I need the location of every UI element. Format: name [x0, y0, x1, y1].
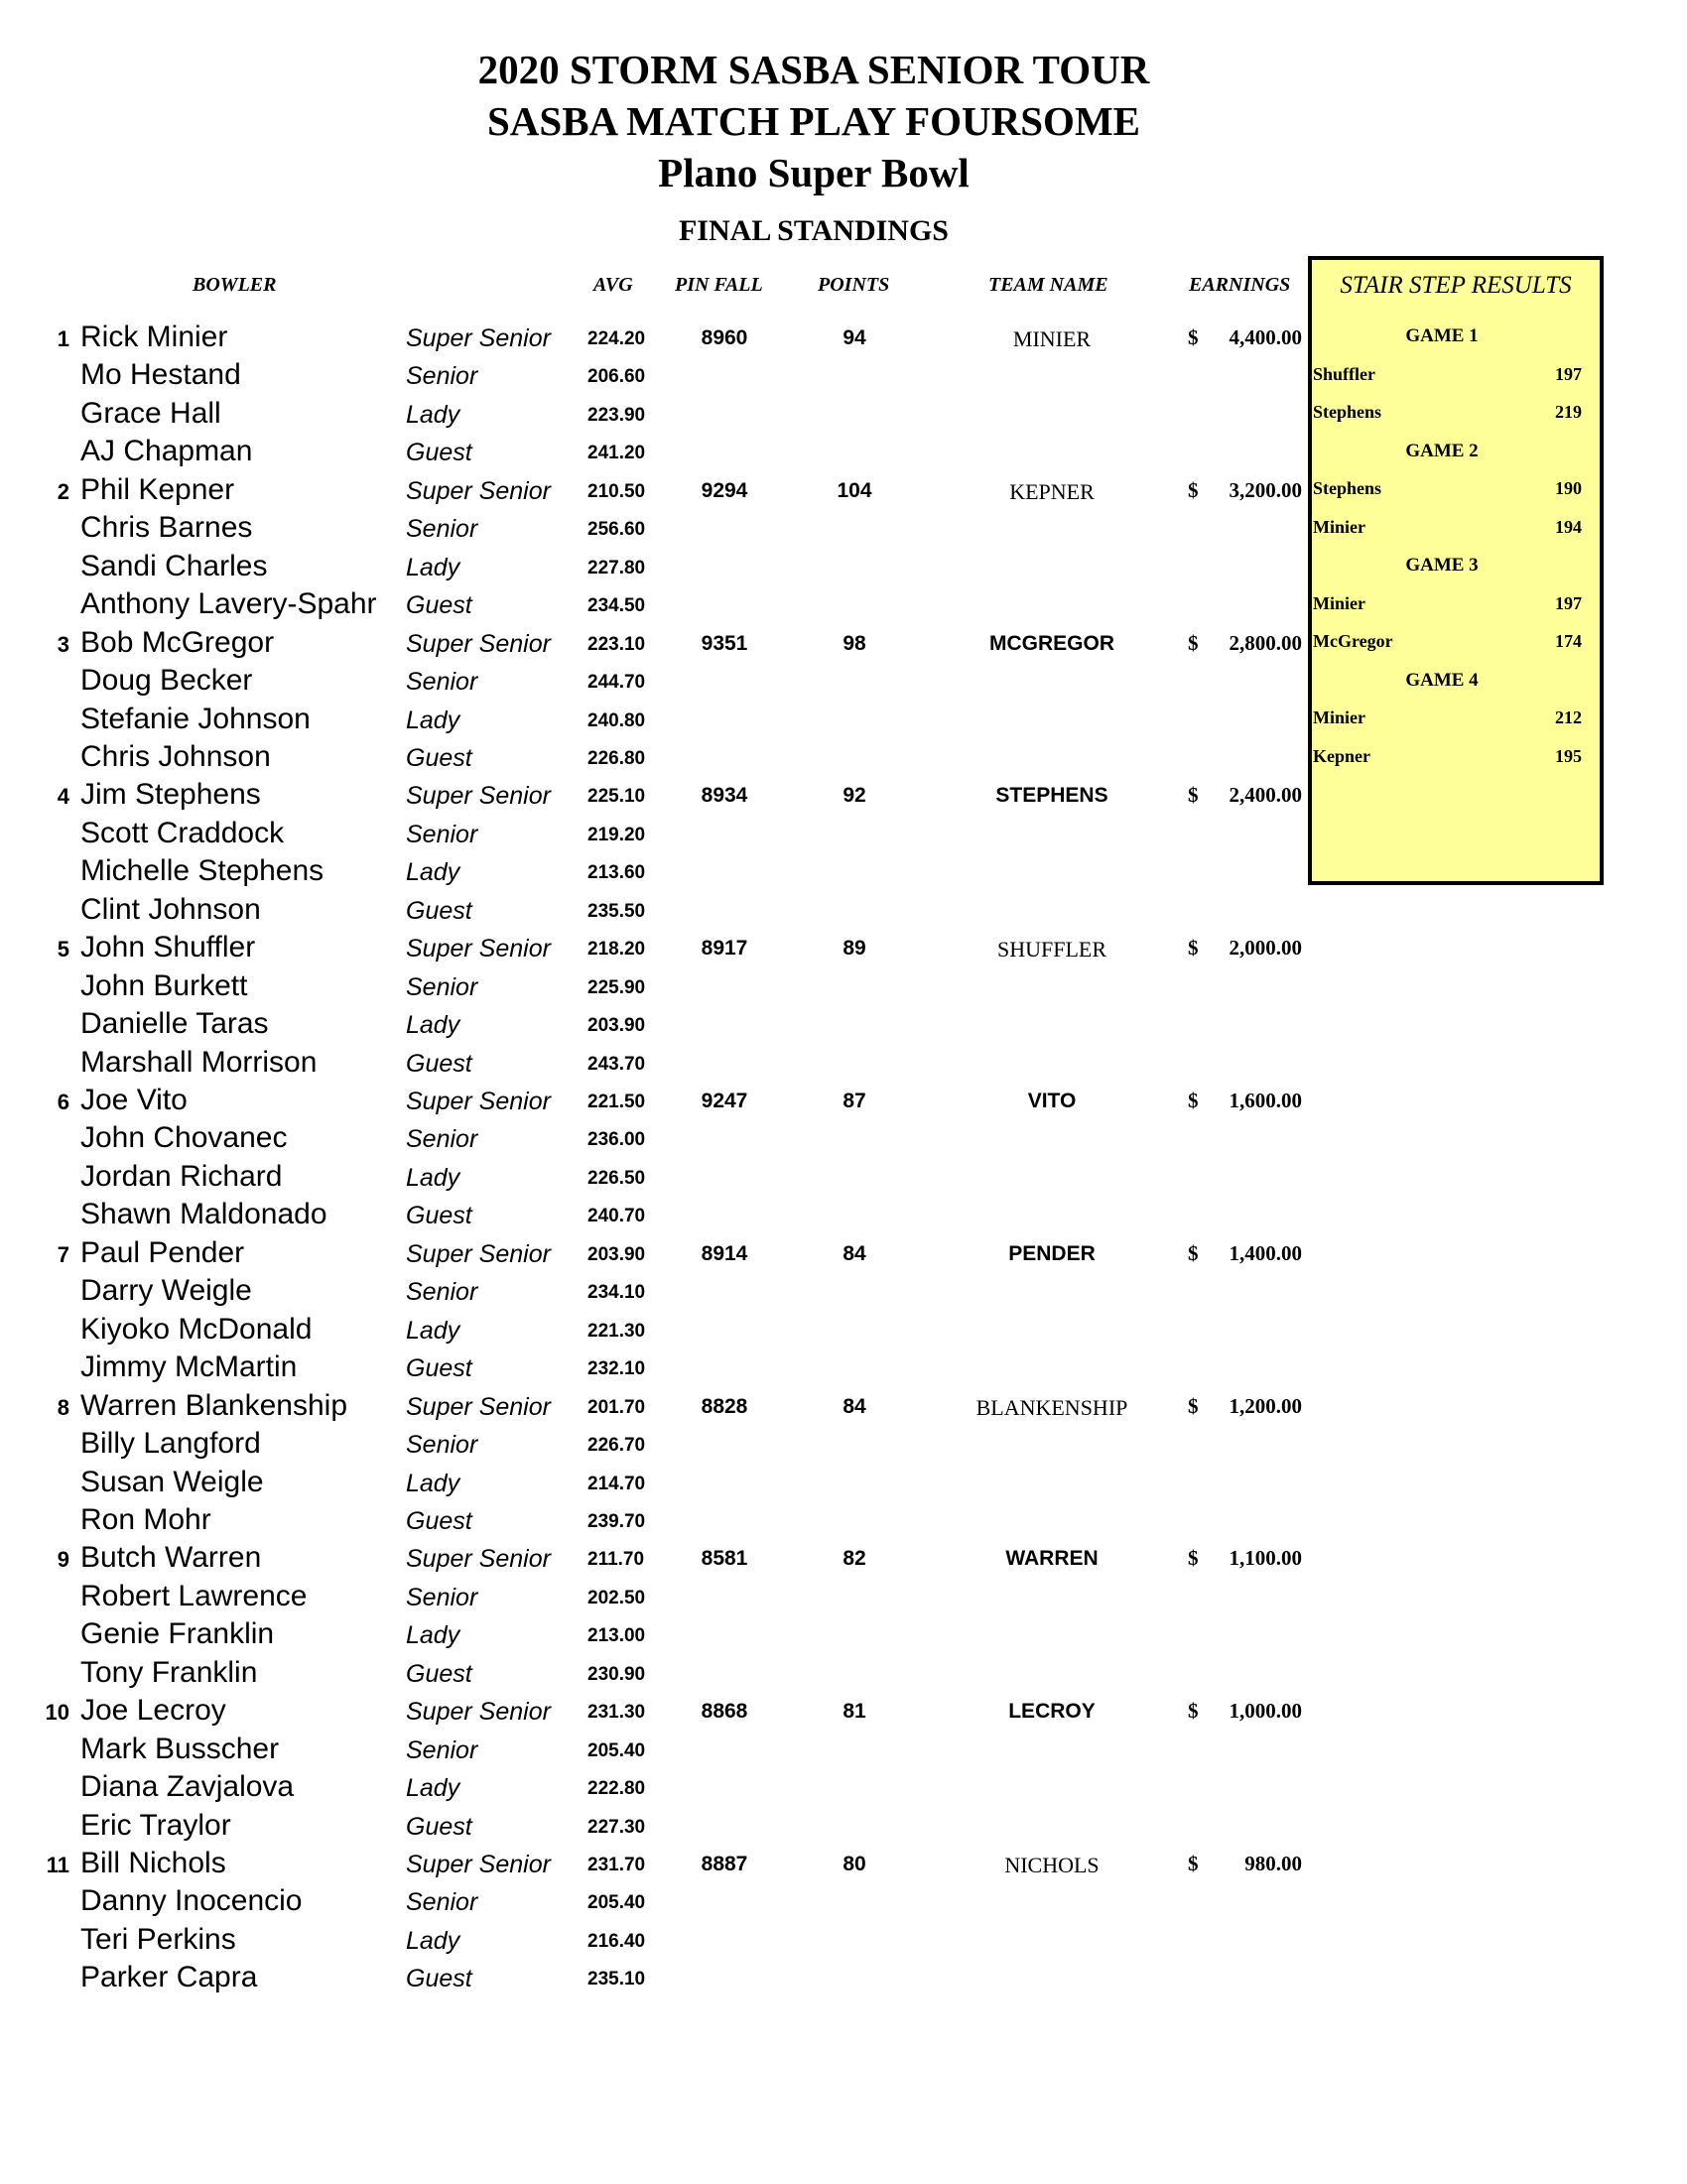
- bowler-name: Danielle Taras: [80, 1007, 269, 1040]
- stair-result-score: 212: [1555, 707, 1582, 727]
- team-name: SHUFFLER: [996, 937, 1107, 962]
- bowler-row: [0, 891, 1300, 929]
- rank: 10: [45, 1700, 69, 1725]
- bowler-name: Chris Johnson: [80, 740, 271, 773]
- title-event: SASBA MATCH PLAY FOURSOME: [487, 98, 1140, 144]
- team-pin-fall: 8887: [701, 1853, 748, 1875]
- currency-symbol: $: [1188, 936, 1199, 960]
- bowler-row: [0, 1768, 1300, 1806]
- stair-result-score: 195: [1555, 746, 1582, 766]
- bowler-name: Scott Craddock: [80, 817, 285, 849]
- bowler-name: Stefanie Johnson: [80, 703, 311, 735]
- stair-result-name: Minier: [1313, 593, 1365, 613]
- bowler-row: [0, 1501, 1300, 1539]
- bowler-division: Super Senior: [406, 1088, 551, 1115]
- header-points: POINTS: [818, 274, 890, 296]
- bowler-division: Super Senior: [406, 477, 551, 505]
- bowler-name: AJ Chapman: [80, 435, 253, 467]
- bowler-row: [0, 1196, 1300, 1233]
- team-name: BLANKENSHIP: [975, 1395, 1128, 1420]
- bowler-row: [0, 1882, 1300, 1920]
- bowler-row: [0, 1005, 1300, 1043]
- bowler-row: [0, 1158, 1300, 1196]
- bowler-division: Senior: [406, 668, 478, 696]
- currency-symbol: $: [1188, 1546, 1199, 1570]
- team-captain-row: [0, 929, 1300, 966]
- bowler-name: Joe Lecroy: [80, 1694, 226, 1727]
- rank: 3: [57, 632, 69, 657]
- team-points: 81: [843, 1700, 866, 1723]
- bowler-division: Senior: [406, 973, 478, 1001]
- currency-symbol: $: [1188, 631, 1199, 655]
- bowler-average: 241.20: [587, 443, 646, 463]
- bowler-row: [0, 433, 1300, 470]
- bowler-division: Senior: [406, 1125, 478, 1153]
- bowler-division: Guest: [406, 1354, 472, 1382]
- bowler-average: 226.50: [587, 1168, 646, 1189]
- bowler-name: Eric Traylor: [80, 1809, 231, 1842]
- bowler-division: Super Senior: [406, 1698, 551, 1726]
- rank: 5: [57, 937, 69, 962]
- bowler-division: Guest: [406, 1965, 472, 1992]
- team-pin-fall: 8917: [701, 937, 748, 960]
- bowler-average: 224.20: [587, 328, 646, 349]
- earnings-amount: 1,400.00: [1229, 1241, 1302, 1265]
- bowler-average: 214.70: [587, 1474, 646, 1494]
- team-name: WARREN: [1005, 1547, 1099, 1570]
- bowler-row: [0, 509, 1300, 547]
- bowler-division: Senior: [406, 1431, 478, 1459]
- earnings-amount: 2,400.00: [1229, 783, 1302, 807]
- bowler-average: 205.40: [587, 1740, 646, 1761]
- bowler-row: [0, 1959, 1300, 1996]
- team-captain-row: [0, 624, 1300, 662]
- team-name: NICHOLS: [1004, 1853, 1100, 1877]
- bowler-row: [0, 1044, 1300, 1082]
- bowler-name: Doug Becker: [80, 664, 253, 697]
- stair-result-score: 194: [1555, 517, 1582, 537]
- bowler-row: [0, 585, 1300, 623]
- team-points: 82: [843, 1547, 866, 1570]
- bowler-row: [0, 1425, 1300, 1463]
- team-points: 80: [843, 1853, 866, 1875]
- title-final-standings: FINAL STANDINGS: [678, 214, 949, 247]
- bowler-row: [0, 1921, 1300, 1959]
- team-captain-row: [0, 1845, 1300, 1882]
- bowler-name: Ron Mohr: [80, 1503, 211, 1536]
- stair-result-name: Shuffler: [1313, 364, 1375, 384]
- bowler-name: Warren Blankenship: [80, 1389, 348, 1422]
- bowler-division: Lady: [406, 1011, 460, 1039]
- bowler-average: 226.70: [587, 1435, 646, 1456]
- bowler-name: Genie Franklin: [80, 1617, 275, 1650]
- bowler-name: Bob McGregor: [80, 626, 275, 659]
- bowler-row: [0, 1349, 1300, 1386]
- team-name: STEPHENS: [995, 784, 1108, 807]
- stair-result-score: 174: [1555, 631, 1582, 651]
- bowler-row: [0, 1272, 1300, 1310]
- earnings-amount: 2,800.00: [1229, 631, 1302, 655]
- bowler-name: Jim Stephens: [80, 778, 261, 811]
- bowler-name: Teri Perkins: [80, 1923, 236, 1956]
- stair-result-score: 190: [1555, 478, 1582, 498]
- rank: 7: [57, 1242, 69, 1267]
- bowler-division: Senior: [406, 362, 478, 390]
- bowler-division: Lady: [406, 1927, 460, 1955]
- bowler-name: Marshall Morrison: [80, 1046, 318, 1079]
- bowler-average: 216.40: [587, 1931, 646, 1952]
- bowler-average: 232.10: [587, 1358, 646, 1379]
- header-avg: AVG: [593, 274, 633, 296]
- bowler-average: 202.50: [587, 1588, 646, 1608]
- earnings-amount: 3,200.00: [1229, 478, 1302, 502]
- currency-symbol: $: [1188, 325, 1199, 349]
- team-captain-row: [0, 1692, 1300, 1730]
- team-points: 84: [843, 1242, 866, 1265]
- bowler-average: 223.90: [587, 405, 646, 426]
- bowler-name: Bill Nichols: [80, 1847, 226, 1879]
- bowler-name: John Shuffler: [80, 931, 256, 964]
- bowler-division: Lady: [406, 1621, 460, 1649]
- team-captain-row: [0, 1234, 1300, 1272]
- stair-result-name: McGregor: [1313, 631, 1393, 651]
- bowler-name: Parker Capra: [80, 1961, 258, 1993]
- stair-step-results-box: [1308, 256, 1604, 885]
- game-4-label: GAME 4: [1405, 670, 1479, 691]
- stair-result-score: 219: [1555, 402, 1582, 422]
- bowler-division: Lady: [406, 554, 460, 581]
- bowler-average: 223.10: [587, 634, 646, 655]
- stair-result-score: 197: [1555, 364, 1582, 384]
- bowler-division: Guest: [406, 1660, 472, 1688]
- bowler-division: Super Senior: [406, 630, 551, 658]
- bowler-average: 227.30: [587, 1817, 646, 1838]
- bowler-average: 226.80: [587, 748, 646, 769]
- team-captain-row: [0, 776, 1300, 814]
- team-points: 92: [843, 784, 866, 807]
- bowler-average: 203.90: [587, 1015, 646, 1036]
- team-pin-fall: 9247: [701, 1090, 748, 1112]
- bowler-row: [0, 1807, 1300, 1845]
- bowler-name: Tony Franklin: [80, 1656, 258, 1689]
- bowler-division: Senior: [406, 1584, 478, 1611]
- bowler-average: 218.20: [587, 939, 646, 960]
- header-pin-fall: PIN FALL: [675, 274, 763, 296]
- game-1-label: GAME 1: [1405, 325, 1479, 346]
- header-bowler: BOWLER: [193, 274, 277, 296]
- bowler-division: Guest: [406, 744, 472, 772]
- bowler-division: Guest: [406, 1202, 472, 1229]
- bowler-name: Mo Hestand: [80, 358, 241, 391]
- bowler-name: Phil Kepner: [80, 473, 235, 506]
- bowler-division: Super Senior: [406, 1393, 551, 1421]
- team-name: KEPNER: [1009, 479, 1095, 504]
- bowler-average: 205.40: [587, 1892, 646, 1913]
- team-captain-row: [0, 1539, 1300, 1577]
- bowler-name: Robert Lawrence: [80, 1580, 308, 1612]
- team-pin-fall: 8960: [701, 326, 748, 349]
- bowler-row: [0, 1464, 1300, 1501]
- rank: 2: [57, 479, 69, 504]
- bowler-name: Sandi Charles: [80, 550, 268, 582]
- bowler-division: Super Senior: [406, 1851, 551, 1878]
- stair-result-name: Stephens: [1313, 478, 1382, 498]
- bowler-name: Anthony Lavery-Spahr: [80, 587, 377, 620]
- bowler-name: Mark Busscher: [80, 1733, 280, 1765]
- bowler-row: [0, 548, 1300, 585]
- currency-symbol: $: [1188, 1699, 1199, 1723]
- bowler-division: Lady: [406, 401, 460, 429]
- game-2-label: GAME 2: [1405, 441, 1479, 461]
- bowler-division: Super Senior: [406, 1240, 551, 1268]
- bowler-average: 203.90: [587, 1244, 646, 1265]
- team-points: 87: [843, 1090, 866, 1112]
- bowler-average: 239.70: [587, 1511, 646, 1532]
- bowler-name: Darry Weigle: [80, 1274, 252, 1307]
- bowler-name: Chris Barnes: [80, 511, 253, 544]
- earnings-amount: 980.00: [1244, 1852, 1302, 1875]
- bowler-division: Senior: [406, 1888, 478, 1916]
- team-points: 104: [837, 479, 872, 502]
- bowler-division: Super Senior: [406, 782, 551, 810]
- bowler-average: 227.80: [587, 558, 646, 578]
- stair-result-name: Kepner: [1313, 746, 1370, 766]
- bowler-average: 225.10: [587, 786, 646, 807]
- bowler-division: Senior: [406, 1736, 478, 1764]
- bowler-name: John Burkett: [80, 969, 248, 1002]
- team-pin-fall: 9351: [701, 632, 748, 655]
- team-captain-row: [0, 471, 1300, 509]
- bowler-average: 222.80: [587, 1778, 646, 1799]
- bowler-name: Joe Vito: [80, 1084, 188, 1116]
- team-points: 89: [843, 937, 866, 960]
- bowler-average: 235.50: [587, 901, 646, 922]
- bowler-average: 244.70: [587, 672, 646, 693]
- bowler-average: 221.30: [587, 1321, 646, 1342]
- bowler-average: 234.50: [587, 595, 646, 616]
- bowler-row: [0, 395, 1300, 433]
- bowler-division: Senior: [406, 821, 478, 848]
- team-captain-row: [0, 319, 1300, 356]
- bowler-row: [0, 701, 1300, 738]
- bowler-average: 240.80: [587, 710, 646, 731]
- team-pin-fall: 8934: [701, 784, 748, 807]
- bowler-row: [0, 815, 1300, 852]
- bowler-name: Rick Minier: [80, 321, 228, 353]
- team-name: VITO: [1027, 1090, 1077, 1112]
- bowler-average: 225.90: [587, 977, 646, 998]
- bowler-row: [0, 1119, 1300, 1157]
- bowler-row: [0, 1311, 1300, 1349]
- bowler-average: 219.20: [587, 825, 646, 845]
- bowler-name: Kiyoko McDonald: [80, 1313, 313, 1346]
- bowler-row: [0, 1578, 1300, 1615]
- currency-symbol: $: [1188, 783, 1199, 807]
- bowler-name: Diana Zavjalova: [80, 1770, 295, 1803]
- bowler-division: Super Senior: [406, 1545, 551, 1573]
- earnings-amount: 1,000.00: [1229, 1699, 1302, 1723]
- currency-symbol: $: [1188, 1089, 1199, 1112]
- bowler-division: Guest: [406, 591, 472, 619]
- bowler-name: Paul Pender: [80, 1236, 245, 1269]
- currency-symbol: $: [1188, 478, 1199, 502]
- team-points: 94: [843, 326, 866, 349]
- team-captain-row: [0, 1082, 1300, 1119]
- team-points: 98: [843, 632, 866, 655]
- bowler-average: 206.60: [587, 366, 646, 387]
- title-venue: Plano Super Bowl: [658, 150, 970, 195]
- stair-result-name: Minier: [1313, 707, 1365, 727]
- stair-result-name: Stephens: [1313, 402, 1382, 422]
- bowler-division: Lady: [406, 1774, 460, 1802]
- team-pin-fall: 8914: [701, 1242, 748, 1265]
- bowler-division: Guest: [406, 897, 472, 925]
- bowler-average: 234.10: [587, 1282, 646, 1303]
- team-pin-fall: 8868: [701, 1700, 748, 1723]
- currency-symbol: $: [1188, 1852, 1199, 1875]
- bowler-row: [0, 738, 1300, 776]
- bowler-row: [0, 1654, 1300, 1692]
- bowler-division: Lady: [406, 1317, 460, 1345]
- team-pin-fall: 9294: [701, 479, 748, 502]
- bowler-average: 231.30: [587, 1702, 646, 1723]
- bowler-division: Guest: [406, 1050, 472, 1078]
- bowler-name: John Chovanec: [80, 1121, 288, 1154]
- bowler-average: 240.70: [587, 1206, 646, 1226]
- team-name: MCGREGOR: [989, 632, 1114, 655]
- currency-symbol: $: [1188, 1241, 1199, 1265]
- bowler-row: [0, 967, 1300, 1005]
- bowler-average: 236.00: [587, 1129, 646, 1150]
- bowler-name: Michelle Stephens: [80, 854, 324, 887]
- title-tour: 2020 STORM SASBA SENIOR TOUR: [477, 47, 1150, 92]
- bowler-average: 230.90: [587, 1664, 646, 1685]
- team-pin-fall: 8828: [701, 1395, 748, 1418]
- bowler-division: Senior: [406, 1278, 478, 1306]
- bowler-average: 213.60: [587, 862, 646, 883]
- team-name: PENDER: [1008, 1242, 1096, 1265]
- bowler-row: [0, 662, 1300, 700]
- bowler-average: 210.50: [587, 481, 646, 502]
- bowler-average: 243.70: [587, 1054, 646, 1075]
- rank: 9: [57, 1547, 69, 1572]
- rank: 6: [57, 1090, 69, 1114]
- earnings-amount: 2,000.00: [1229, 936, 1302, 960]
- earnings-amount: 4,400.00: [1229, 325, 1302, 349]
- bowler-row: [0, 356, 1300, 394]
- earnings-amount: 1,100.00: [1229, 1546, 1302, 1570]
- team-captain-row: [0, 1387, 1300, 1425]
- bowler-division: Super Senior: [406, 324, 551, 352]
- bowler-name: Danny Inocencio: [80, 1884, 303, 1917]
- team-points: 84: [843, 1395, 866, 1418]
- stair-step-title: STAIR STEP RESULTS: [1340, 272, 1572, 299]
- bowler-name: Clint Johnson: [80, 893, 261, 926]
- bowler-row: [0, 1615, 1300, 1653]
- stair-result-name: Minier: [1313, 517, 1365, 537]
- game-3-label: GAME 3: [1405, 555, 1479, 576]
- bowler-division: Guest: [406, 439, 472, 466]
- earnings-amount: 1,600.00: [1229, 1089, 1302, 1112]
- bowler-average: 235.10: [587, 1969, 646, 1990]
- stair-result-score: 197: [1555, 593, 1582, 613]
- bowler-name: Jordan Richard: [80, 1160, 283, 1193]
- bowler-name: Billy Langford: [80, 1427, 261, 1460]
- currency-symbol: $: [1188, 1394, 1199, 1418]
- earnings-amount: 1,200.00: [1229, 1394, 1302, 1418]
- bowler-name: Susan Weigle: [80, 1466, 264, 1498]
- rank: 1: [57, 326, 69, 351]
- bowler-average: 201.70: [587, 1397, 646, 1418]
- rank: 4: [57, 784, 69, 809]
- team-name: MINIER: [1012, 326, 1092, 351]
- bowler-row: [0, 1731, 1300, 1768]
- bowler-name: Shawn Maldonado: [80, 1198, 327, 1230]
- bowler-average: 213.00: [587, 1625, 646, 1646]
- bowler-average: 211.70: [587, 1549, 645, 1570]
- header-earnings: EARNINGS: [1189, 274, 1291, 296]
- rank: 11: [46, 1853, 69, 1877]
- team-pin-fall: 8581: [701, 1547, 748, 1570]
- bowler-division: Lady: [406, 707, 460, 734]
- bowler-name: Jimmy McMartin: [80, 1350, 298, 1383]
- bowler-division: Super Senior: [406, 935, 551, 963]
- bowler-name: Butch Warren: [80, 1541, 262, 1574]
- header-team-name: TEAM NAME: [988, 274, 1108, 296]
- team-name: LECROY: [1008, 1700, 1096, 1723]
- bowler-division: Senior: [406, 515, 478, 543]
- bowler-division: Guest: [406, 1813, 472, 1841]
- bowler-name: Grace Hall: [80, 397, 221, 430]
- bowler-division: Lady: [406, 1470, 460, 1497]
- bowler-division: Lady: [406, 1164, 460, 1192]
- bowler-average: 231.70: [587, 1855, 646, 1875]
- bowler-division: Lady: [406, 858, 460, 886]
- bowler-average: 221.50: [587, 1092, 646, 1112]
- bowler-average: 256.60: [587, 519, 646, 540]
- bowler-division: Guest: [406, 1507, 472, 1535]
- rank: 8: [57, 1395, 69, 1420]
- bowler-row: [0, 852, 1300, 890]
